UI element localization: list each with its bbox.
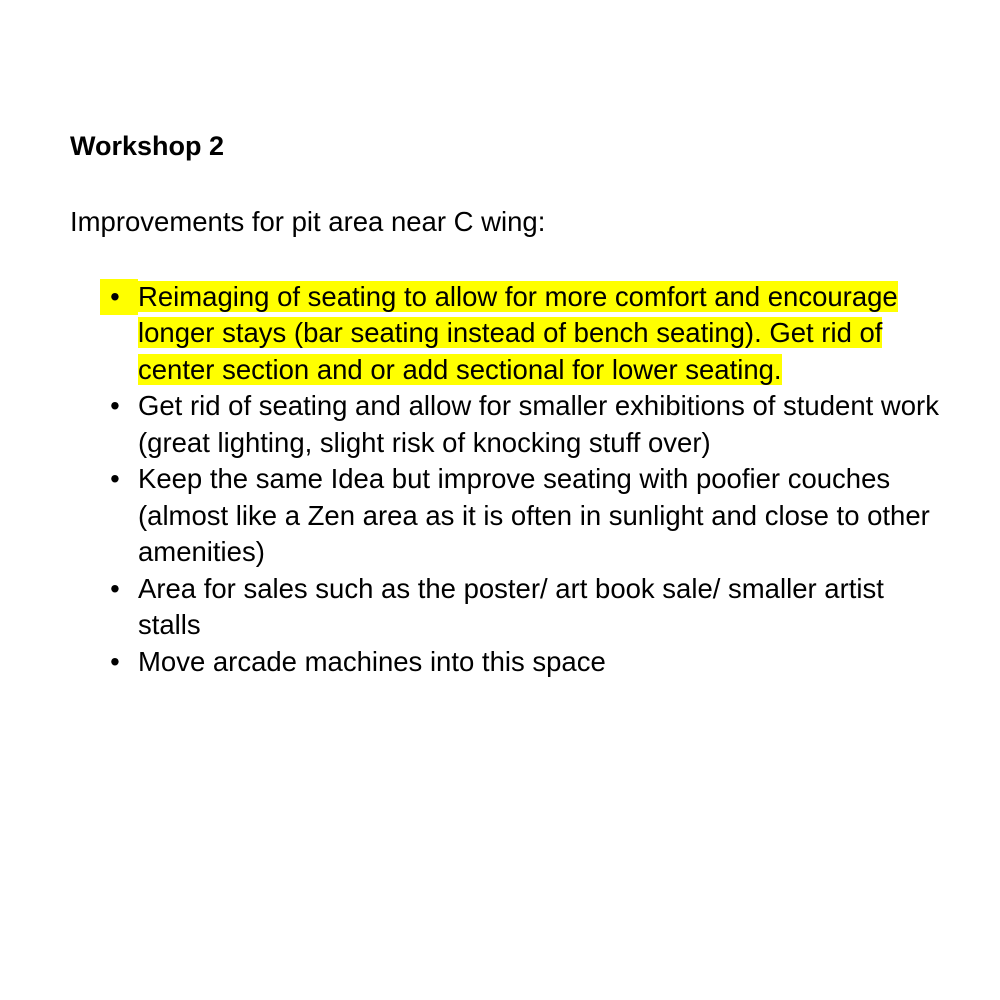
list-item-text: Get rid of seating and allow for smaller exhibitions of student work (great lighting, slight risk of knocking stuff over)	[138, 390, 939, 458]
list-item	[110, 461, 950, 571]
bullet-icon: •	[110, 390, 120, 421]
list-item	[110, 279, 950, 389]
note-title: Workshop 2	[70, 131, 225, 161]
list-item-text: Keep the same Idea but improve seating with poofier couches (almost like a Zen area as it is often in sunlight and close to other amenities)	[138, 463, 930, 567]
bullet-icon: •	[110, 572, 120, 604]
list-item	[110, 644, 950, 681]
list-item	[110, 571, 950, 644]
list-item-text: Move arcade machines into this space	[138, 645, 606, 677]
list-item-text: Area for sales such as the poster/ art book sale/ smaller artist stalls	[138, 572, 884, 640]
bullet-list	[70, 279, 950, 681]
bullet-icon: •	[110, 463, 120, 494]
list-item-text: Reimaging of seating to allow for more comfort and encourage longer stays (bar seating instead of bench seating). Get rid of center section and or add sectional for lower seating.	[138, 280, 898, 385]
bullet-icon: •	[110, 280, 120, 312]
list-item	[110, 388, 950, 461]
bullet-icon: •	[110, 645, 120, 677]
note-body[interactable]	[70, 128, 950, 680]
note-intro: Improvements for pit area near C wing:	[70, 206, 546, 237]
